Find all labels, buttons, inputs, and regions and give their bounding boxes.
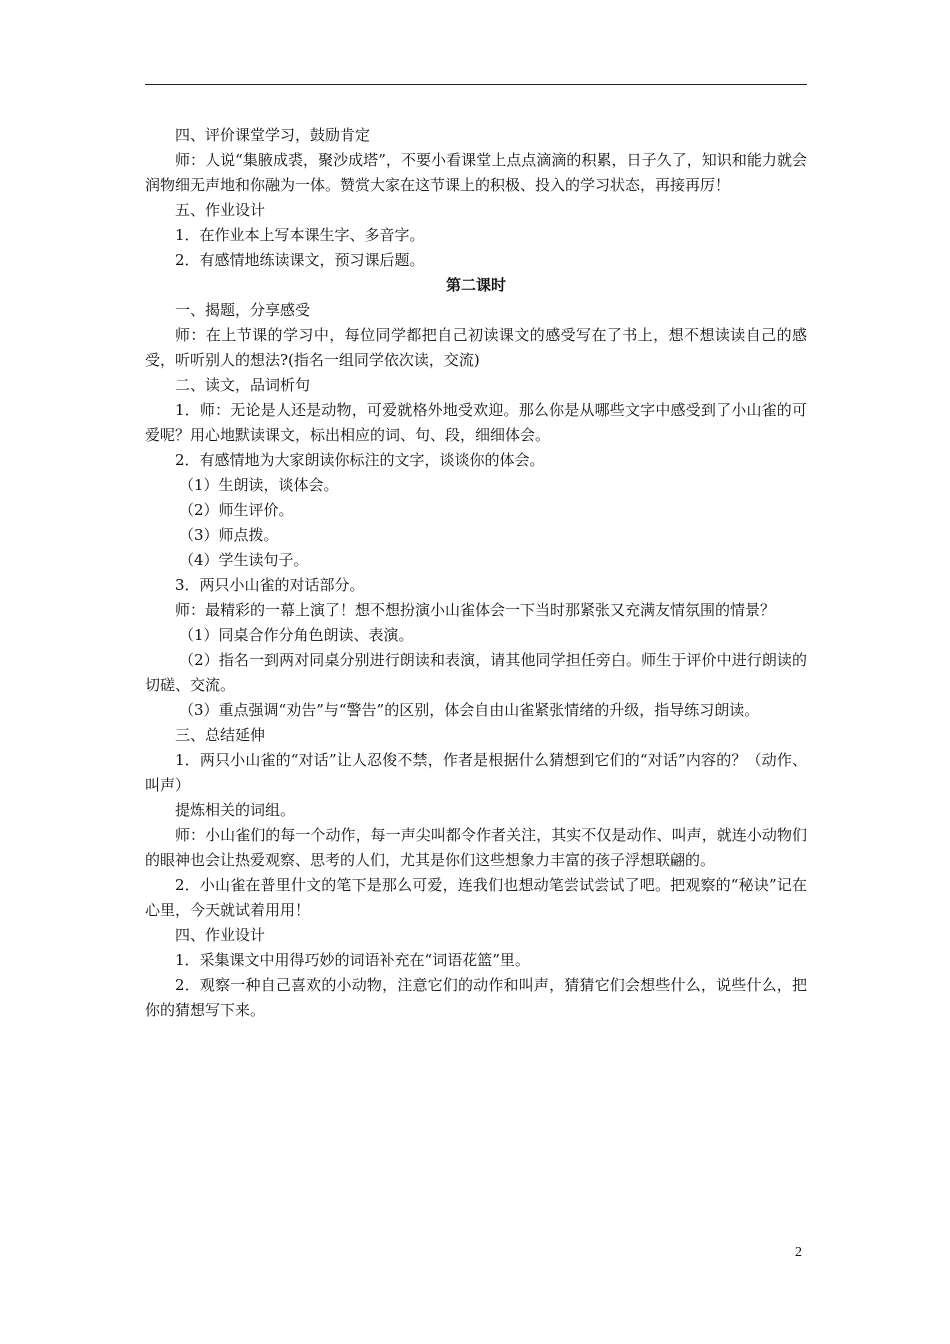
paragraph: 提炼相关的词组。: [175, 801, 296, 819]
paragraph: 四、评价课堂学习，鼓励肯定: [175, 126, 371, 144]
paragraph: 3．两只小山雀的对话部分。: [175, 576, 365, 594]
paragraph: （3）重点强调“劝告”与“警告”的区别，体会自由山雀紧张情绪的升级，指导练习朗读。: [179, 701, 760, 719]
paragraph: 1．采集课文中用得巧妙的词语补充在“词语花篮”里。: [175, 951, 530, 969]
header-rule: [145, 84, 807, 85]
paragraph: 四、作业设计: [175, 926, 266, 944]
paragraph: （4）学生读句子。: [179, 551, 309, 569]
paragraph: （2）指名一到两对同桌分别进行朗读和表演，请其他同学担任旁白。师生于评价中进行朗读的切磋、交流。: [145, 651, 807, 694]
document-body: [145, 123, 807, 1023]
paragraph: 2．有感情地练读课文，预习课后题。: [175, 251, 425, 269]
paragraph: 一、揭题，分享感受: [175, 301, 311, 319]
paragraph: 师：小山雀们的每一个动作，每一声尖叫都令作者关注，其实不仅是动作、叫声，就连小动物们的眼神也会让热爱观察、思考的人们，尤其是你们这些想象力丰富的孩子浮想联翩的。: [145, 826, 807, 869]
paragraph: 2．有感情地为大家朗读你标注的文字，谈谈你的体会。: [175, 451, 545, 469]
paragraph: 师：人说“集腋成裘，聚沙成塔”，不要小看课堂上点点滴滴的积累，日子久了，知识和能力就会润物细无声地和你融为一体。赞赏大家在这节课上的积极、投入的学习状态，再接再厉！: [145, 151, 807, 194]
paragraph: 2．观察一种自己喜欢的小动物，注意它们的动作和叫声，猜猜它们会想些什么，说些什么，把你的猜想写下来。: [145, 976, 807, 1019]
paragraph: 1．在作业本上写本课生字、多音字。: [175, 226, 425, 244]
paragraph: （1）同桌合作分角色朗读、表演。: [179, 626, 414, 644]
paragraph: 师：最精彩的一幕上演了！想不想扮演小山雀体会一下当时那紧张又充满友情氛围的情景？: [175, 601, 776, 619]
paragraph: 2．小山雀在普里什文的笔下是那么可爱，连我们也想动笔尝试尝试了吧。把观察的“秘诀”记在心里，今天就试着用用！: [145, 876, 807, 919]
section-heading: 第二课时: [445, 276, 506, 294]
paragraph: 师：在上节课的学习中，每位同学都把自己初读课文的感受写在了书上，想不想读读自己的感受，听听别人的想法?(指名一组同学依次读，交流): [145, 326, 807, 369]
paragraph: （1）生朗读，谈体会。: [179, 476, 339, 494]
page-number: 2: [795, 1245, 802, 1260]
paragraph: 五、作业设计: [175, 201, 266, 219]
paragraph: 三、总结延伸: [175, 726, 266, 744]
paragraph: （3）师点拨。: [179, 526, 279, 544]
paragraph: 1．师：无论是人还是动物，可爱就格外地受欢迎。那么你是从哪些文字中感受到了小山雀的可爱呢？用心地默读课文，标出相应的词、句、段，细细体会。: [145, 401, 807, 444]
paragraph: （2）师生评价。: [179, 501, 294, 519]
paragraph: 1．两只小山雀的“对话”让人忍俊不禁，作者是根据什么猜想到它们的“对话”内容的？（动作、叫声）: [145, 751, 807, 794]
paragraph: 二、读文，品词析句: [175, 376, 311, 394]
